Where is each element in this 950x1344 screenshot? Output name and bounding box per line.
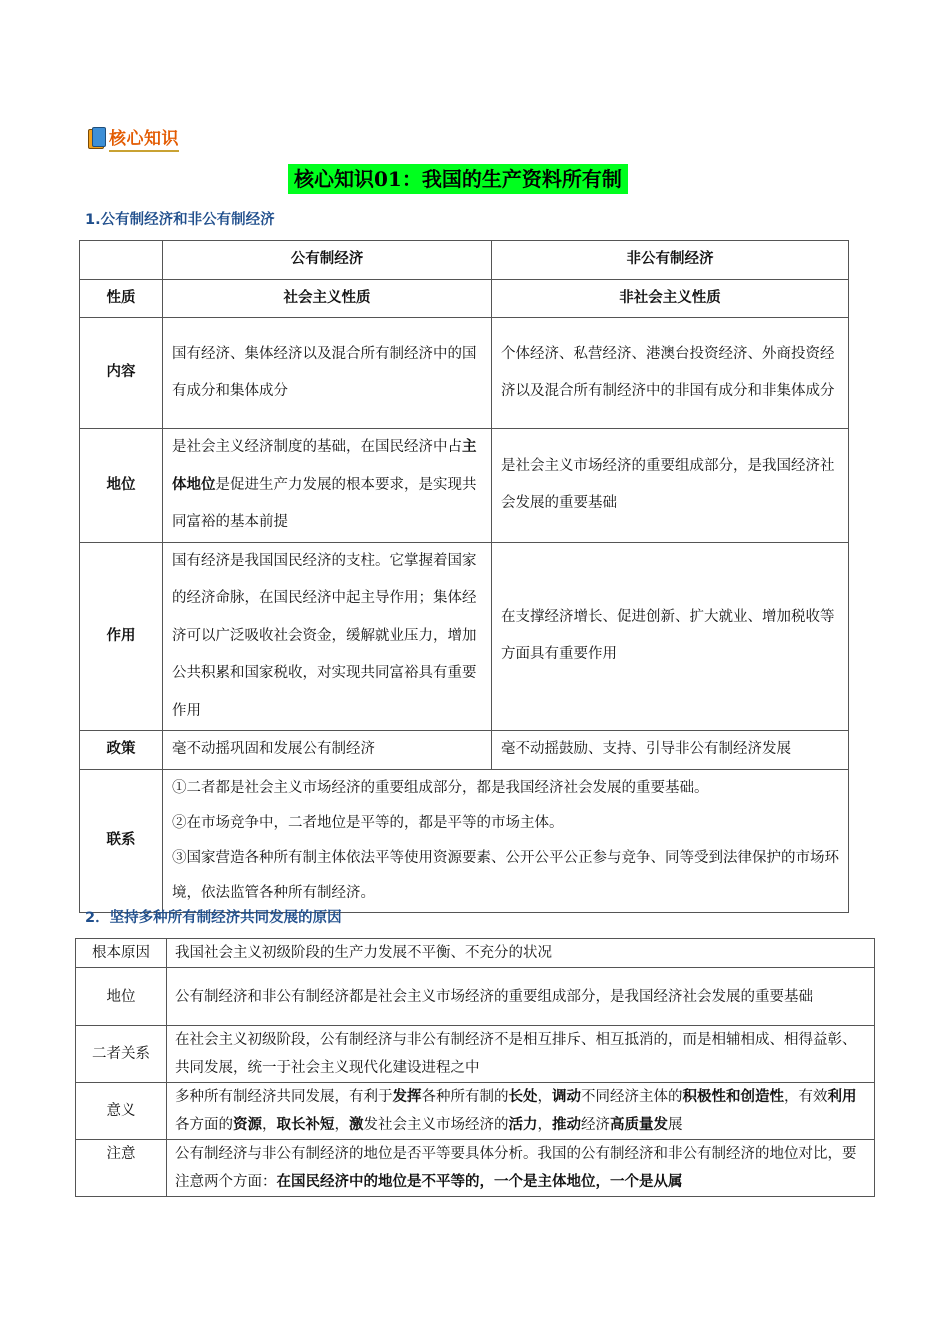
row-label-role: 作用 <box>80 542 163 731</box>
link-item: ③国家营造各种所有制主体依法平等使用资源要素、公开公平公正参与竞争、同等受到法律保护的市场环境，依法监管各种所有制经济。 <box>172 849 839 901</box>
cell-note: 公有制经济与非公有制经济的地位是否平等要具体分析。我国的公有制经济和非公有制经济的地位对比，要注意两个方面：在国民经济中的地位是不平等的，一个是主体地位，一个是从属 <box>167 1140 875 1197</box>
section-badge <box>88 124 179 152</box>
page-title: 核心知识01：我国的生产资料所有制 <box>288 164 628 194</box>
section2-heading: 2．坚持多种所有制经济共同发展的原因 <box>85 910 342 926</box>
section1-heading: 1.公有制经济和非公有制经济 <box>85 212 275 228</box>
cell-policy-public: 毫不动摇巩固和发展公有制经济 <box>163 731 492 770</box>
cell-nature-nonpublic: 非社会主义性质 <box>492 279 849 318</box>
link-item: ①二者都是社会主义市场经济的重要组成部分，都是我国经济社会发展的重要基础。 <box>172 779 709 796</box>
col-header-public: 公有制经济 <box>163 241 492 280</box>
row-label-status2: 地位 <box>76 968 167 1026</box>
row-label-nature: 性质 <box>80 279 163 318</box>
link-item: ②在市场竞争中，二者地位是平等的，都是平等的市场主体。 <box>172 814 564 831</box>
cell-link <box>163 769 849 912</box>
cell-status2: 公有制经济和非公有制经济都是社会主义市场经济的重要组成部分，是我国经济社会发展的重要基础 <box>167 968 875 1026</box>
cell-relation: 在社会主义初级阶段，公有制经济与非公有制经济不是相互排斥、相互抵消的，而是相辅相成、相得益彰、共同发展，统一于社会主义现代化建设进程之中 <box>167 1026 875 1083</box>
cell-content-public: 国有经济、集体经济以及混合所有制经济中的国有成分和集体成分 <box>163 318 492 429</box>
row-label-content: 内容 <box>80 318 163 429</box>
row-label-policy: 政策 <box>80 731 163 770</box>
bold-keyword: 主体地位 <box>172 439 477 493</box>
row-label-note: 注意 <box>76 1140 167 1197</box>
row-label-status: 地位 <box>80 429 163 543</box>
cell-status-nonpublic: 是社会主义市场经济的重要组成部分，是我国经济社会发展的重要基础 <box>492 429 849 543</box>
row-label-relation: 二者关系 <box>76 1026 167 1083</box>
row-label-meaning: 意义 <box>76 1083 167 1140</box>
cell-nature-public: 社会主义性质 <box>163 279 492 318</box>
cell-role-public: 国有经济是我国国民经济的支柱。它掌握着国家的经济命脉，在国民经济中起主导作用；集体经济可以广泛吸收社会资金，缓解就业压力，增加公共积累和国家税收，对实现共同富裕具有重要作用 <box>163 542 492 731</box>
cell-content-nonpublic: 个体经济、私营经济、港澳台投资经济、外商投资经济以及混合所有制经济中的非国有成分和非集体成分 <box>492 318 849 429</box>
row-label-link: 联系 <box>80 769 163 912</box>
book-icon <box>88 127 106 149</box>
cell-policy-nonpublic: 毫不动摇鼓励、支持、引导非公有制经济发展 <box>492 731 849 770</box>
ownership-comparison-table <box>79 240 849 913</box>
cell-meaning: 多种所有制经济共同发展，有利于发挥各种所有制的长处，调动不同经济主体的积极性和创造性，有效利用各方面的资源，取长补短，激发社会主义市场经济的活力，推动经济高质量发展 <box>167 1083 875 1140</box>
corner-cell <box>80 241 163 280</box>
cell-role-nonpublic: 在支撑经济增长、促进创新、扩大就业、增加税收等方面具有重要作用 <box>492 542 849 731</box>
col-header-nonpublic: 非公有制经济 <box>492 241 849 280</box>
cell-status-public: 是社会主义经济制度的基础，在国民经济中占主体地位是促进生产力发展的根本要求，是实现共同富裕的基本前提 <box>163 429 492 543</box>
reasons-table <box>75 938 875 1197</box>
badge-label: 核心知识 <box>109 124 179 152</box>
row-label-root: 根本原因 <box>76 939 167 968</box>
cell-root: 我国社会主义初级阶段的生产力发展不平衡、不充分的状况 <box>167 939 875 968</box>
